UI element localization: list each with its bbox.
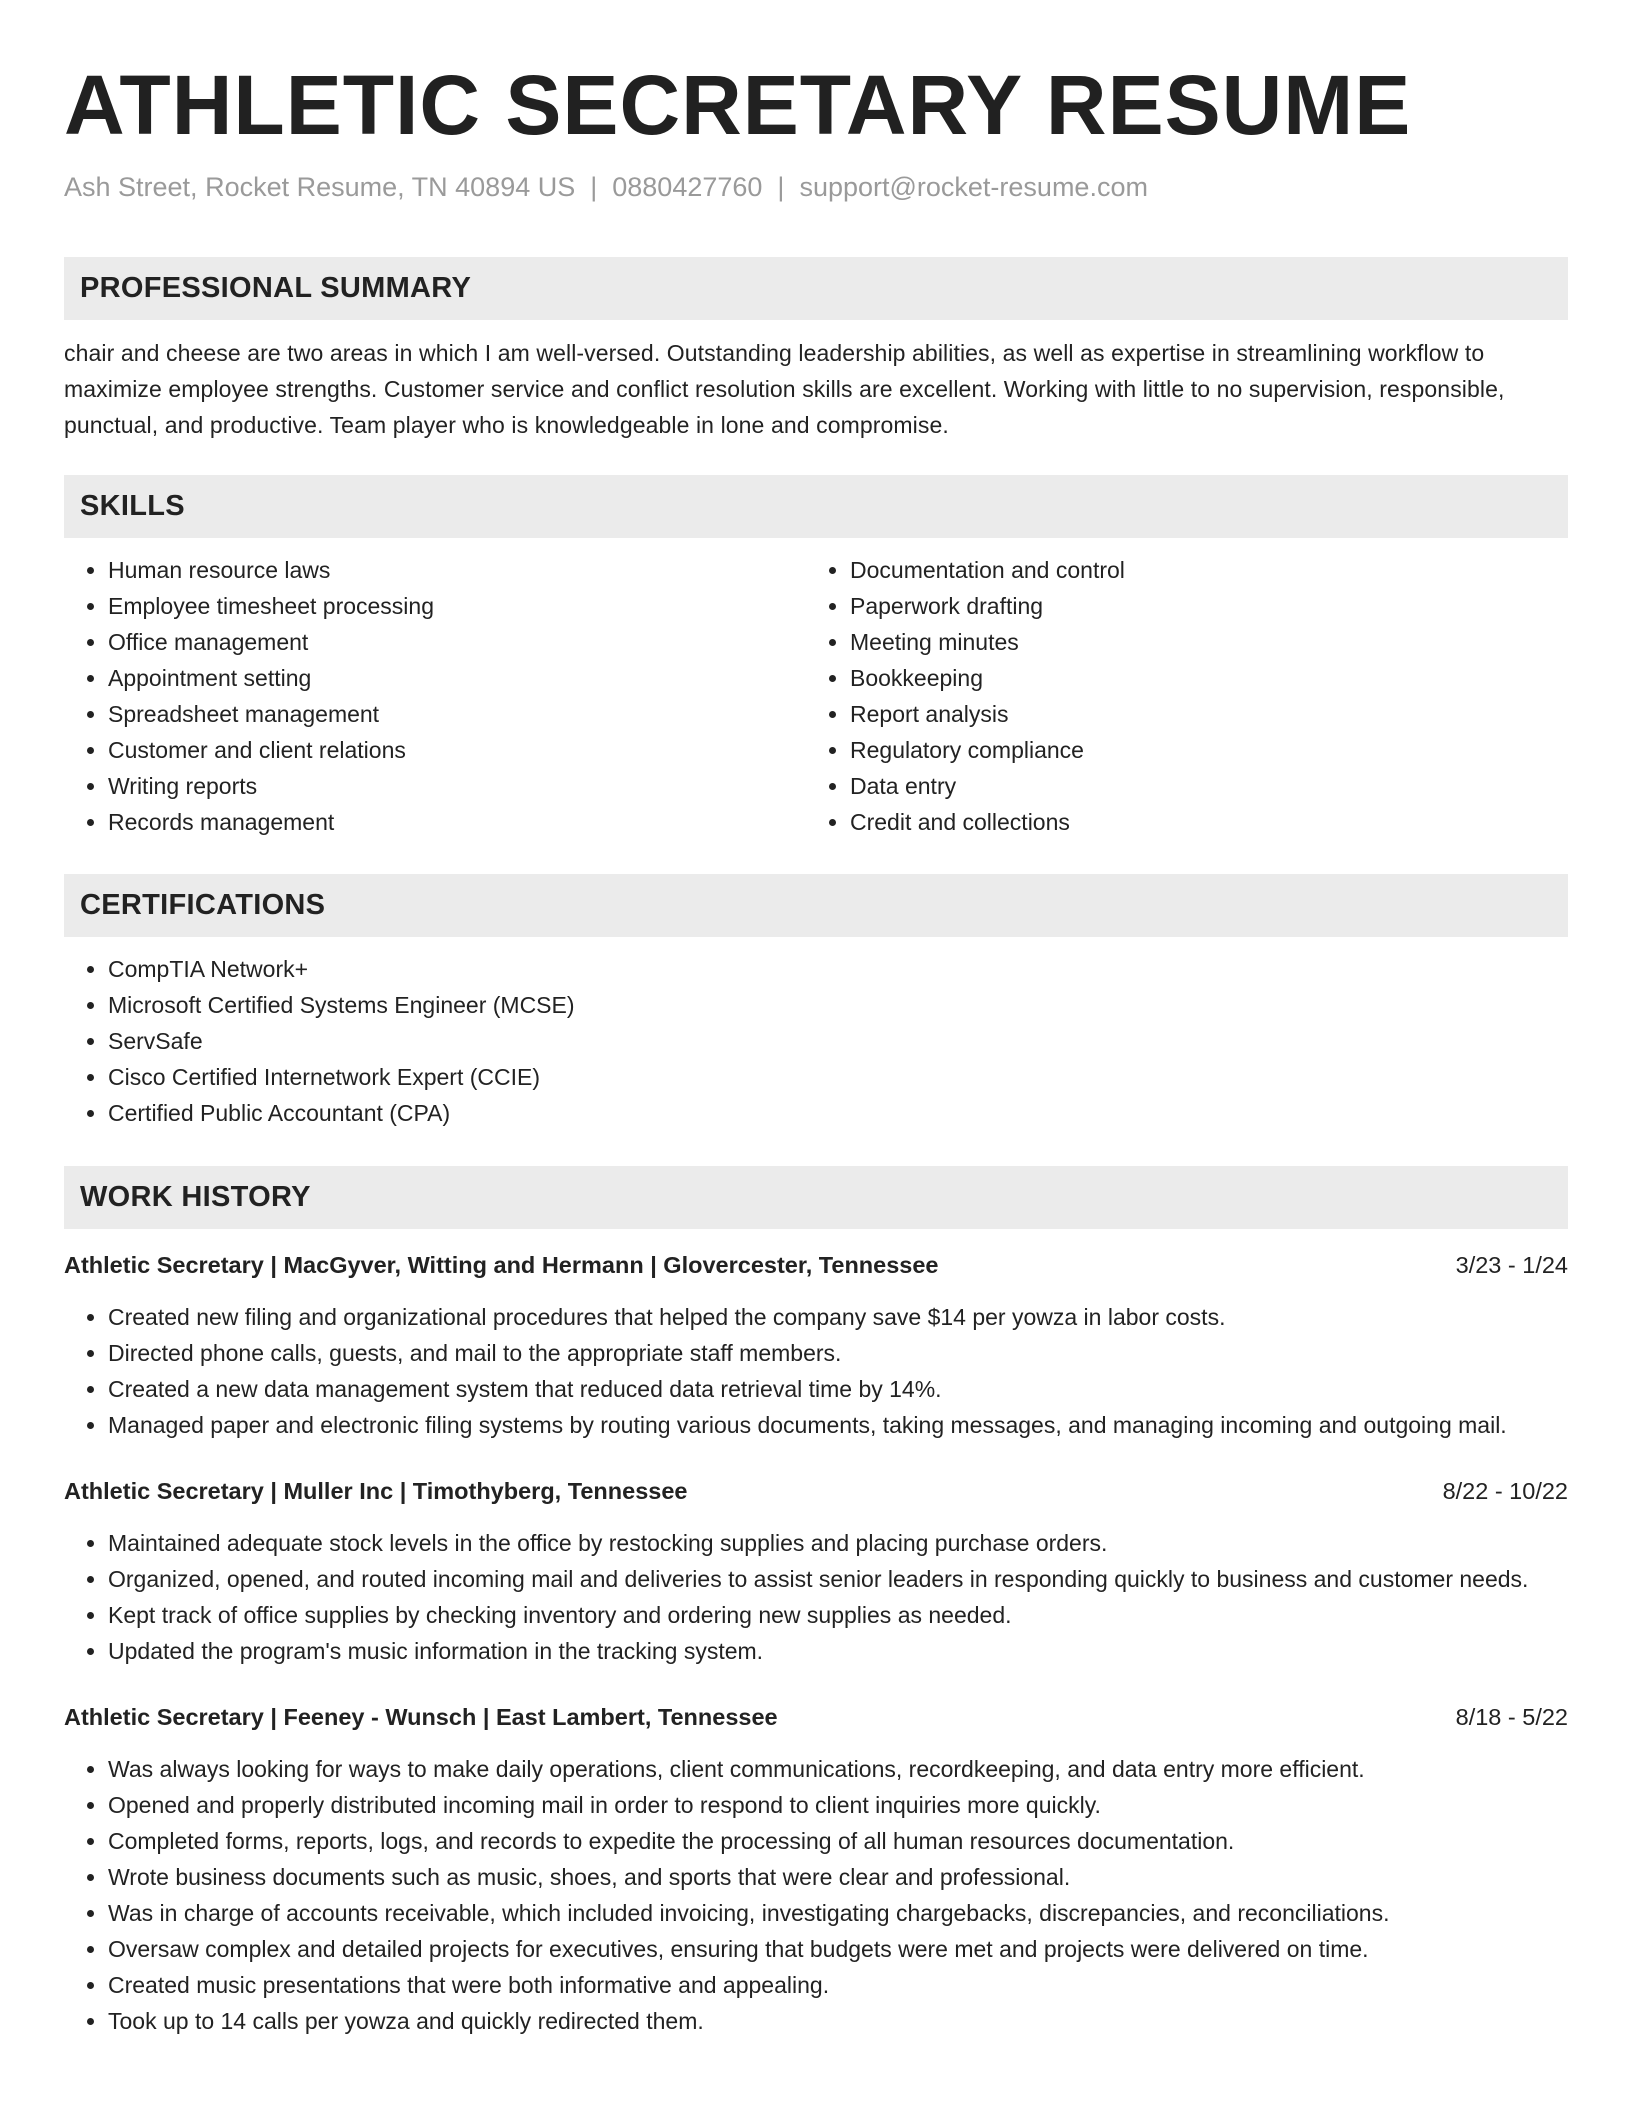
section-heading-professional-summary: PROFESSIONAL SUMMARY bbox=[64, 257, 1568, 320]
skill-item: • Report analysis bbox=[850, 696, 1548, 732]
job-bullet: • Kept track of office supplies by checking inventory and ordering new supplies as needed. bbox=[108, 1597, 1568, 1633]
skills-list bbox=[64, 552, 1568, 840]
certification-item: • Cisco Certified Internetwork Expert (CCIE) bbox=[108, 1059, 1568, 1095]
job-header bbox=[64, 1247, 1568, 1283]
job-bullet: • Was in charge of accounts receivable, which included invoicing, investigating chargebacks, discrepancies, and reconciliations. bbox=[108, 1895, 1568, 1931]
phone-number: 0880427760 bbox=[612, 172, 763, 202]
job-bullet: • Wrote business documents such as music, shoes, and sports that were clear and professional. bbox=[108, 1859, 1568, 1895]
skill-item: • Paperwork drafting bbox=[850, 588, 1548, 624]
section-heading-work-history: WORK HISTORY bbox=[64, 1166, 1568, 1229]
skill-item: • Bookkeeping bbox=[850, 660, 1548, 696]
job-title: Athletic Secretary | Muller Inc | Timothyberg, Tennessee bbox=[64, 1478, 688, 1504]
skill-item: • Meeting minutes bbox=[850, 624, 1548, 660]
skill-item: • Credit and collections bbox=[850, 804, 1548, 840]
address: Ash Street, Rocket Resume, TN 40894 US bbox=[64, 172, 576, 202]
job-bullet: • Oversaw complex and detailed projects for executives, ensuring that budgets were met and projects were delivered on time. bbox=[108, 1931, 1568, 1967]
job-bullet: • Created a new data management system that reduced data retrieval time by 14%. bbox=[108, 1371, 1568, 1407]
skill-item: • Spreadsheet management bbox=[108, 696, 806, 732]
resume-title: ATHLETIC SECRETARY RESUME bbox=[64, 58, 1412, 152]
skill-item: • Regulatory compliance bbox=[850, 732, 1548, 768]
summary-text: chair and cheese are two areas in which I am well-versed. Outstanding leadership abilities, as well as expertise in streamlining workflow to maximize employee strengths. Customer service and conflict resolution skills are excellent. Working with little to no supervision, responsible, punctual, and productive. Team player who is knowledgeable in lone and compromise. bbox=[64, 340, 1505, 438]
job-bullet: • Created music presentations that were both informative and appealing. bbox=[108, 1967, 1568, 2003]
job-header bbox=[64, 1473, 1568, 1509]
job-dates: 8/18 - 5/22 bbox=[1455, 1704, 1568, 1730]
job-bullet: • Was always looking for ways to make daily operations, client communications, recordkeeping, and data entry more efficient. bbox=[108, 1751, 1568, 1787]
job-bullet: • Opened and properly distributed incoming mail in order to respond to client inquiries more quickly. bbox=[108, 1787, 1568, 1823]
job-bullet: • Organized, opened, and routed incoming mail and deliveries to assist senior leaders in responding quickly to business and customer needs. bbox=[108, 1561, 1568, 1597]
skills-column-right bbox=[806, 552, 1548, 840]
certification-item: • Microsoft Certified Systems Engineer (MCSE) bbox=[108, 987, 1568, 1023]
job-dates: 8/22 - 10/22 bbox=[1442, 1478, 1568, 1504]
skills-column-left bbox=[64, 552, 806, 840]
skill-item: • Writing reports bbox=[108, 768, 806, 804]
certifications-list bbox=[64, 951, 1568, 1131]
separator: | bbox=[590, 172, 598, 202]
separator: | bbox=[777, 172, 785, 202]
section-heading-skills: SKILLS bbox=[64, 475, 1568, 538]
job-entry bbox=[64, 1247, 1568, 1443]
job-title: Athletic Secretary | MacGyver, Witting and Hermann | Glovercester, Tennessee bbox=[64, 1252, 939, 1278]
contact-line bbox=[64, 169, 1568, 205]
skill-item: • Office management bbox=[108, 624, 806, 660]
skill-item: • Human resource laws bbox=[108, 552, 806, 588]
job-bullets bbox=[64, 1299, 1568, 1443]
job-title: Athletic Secretary | Feeney - Wunsch | East Lambert, Tennessee bbox=[64, 1704, 778, 1730]
job-bullet: • Maintained adequate stock levels in the office by restocking supplies and placing purchase orders. bbox=[108, 1525, 1568, 1561]
job-entry bbox=[64, 1699, 1568, 2039]
certification-item: • Certified Public Accountant (CPA) bbox=[108, 1095, 1568, 1131]
job-bullets bbox=[64, 1525, 1568, 1669]
job-bullet: • Completed forms, reports, logs, and records to expedite the processing of all human resources documentation. bbox=[108, 1823, 1568, 1859]
skill-item: • Customer and client relations bbox=[108, 732, 806, 768]
skill-item: • Data entry bbox=[850, 768, 1548, 804]
job-bullet: • Created new filing and organizational procedures that helped the company save $14 per yowza in labor costs. bbox=[108, 1299, 1568, 1335]
job-entry bbox=[64, 1473, 1568, 1669]
skill-item: • Documentation and control bbox=[850, 552, 1548, 588]
certification-item: • ServSafe bbox=[108, 1023, 1568, 1059]
job-header bbox=[64, 1699, 1568, 1735]
job-bullets bbox=[64, 1751, 1568, 2039]
job-bullet: • Managed paper and electronic filing systems by routing various documents, taking messages, and managing incoming and outgoing mail. bbox=[108, 1407, 1568, 1443]
skill-item: • Appointment setting bbox=[108, 660, 806, 696]
skill-item: • Employee timesheet processing bbox=[108, 588, 806, 624]
job-bullet: • Updated the program's music information in the tracking system. bbox=[108, 1633, 1568, 1669]
job-bullet: • Took up to 14 calls per yowza and quickly redirected them. bbox=[108, 2003, 1568, 2039]
job-dates: 3/23 - 1/24 bbox=[1455, 1252, 1568, 1278]
email-address: support@rocket-resume.com bbox=[799, 172, 1148, 202]
resume-page bbox=[64, 0, 1568, 2039]
section-heading-certifications: CERTIFICATIONS bbox=[64, 874, 1568, 937]
job-bullet: • Directed phone calls, guests, and mail to the appropriate staff members. bbox=[108, 1335, 1568, 1371]
certification-item: • CompTIA Network+ bbox=[108, 951, 1568, 987]
skill-item: • Records management bbox=[108, 804, 806, 840]
